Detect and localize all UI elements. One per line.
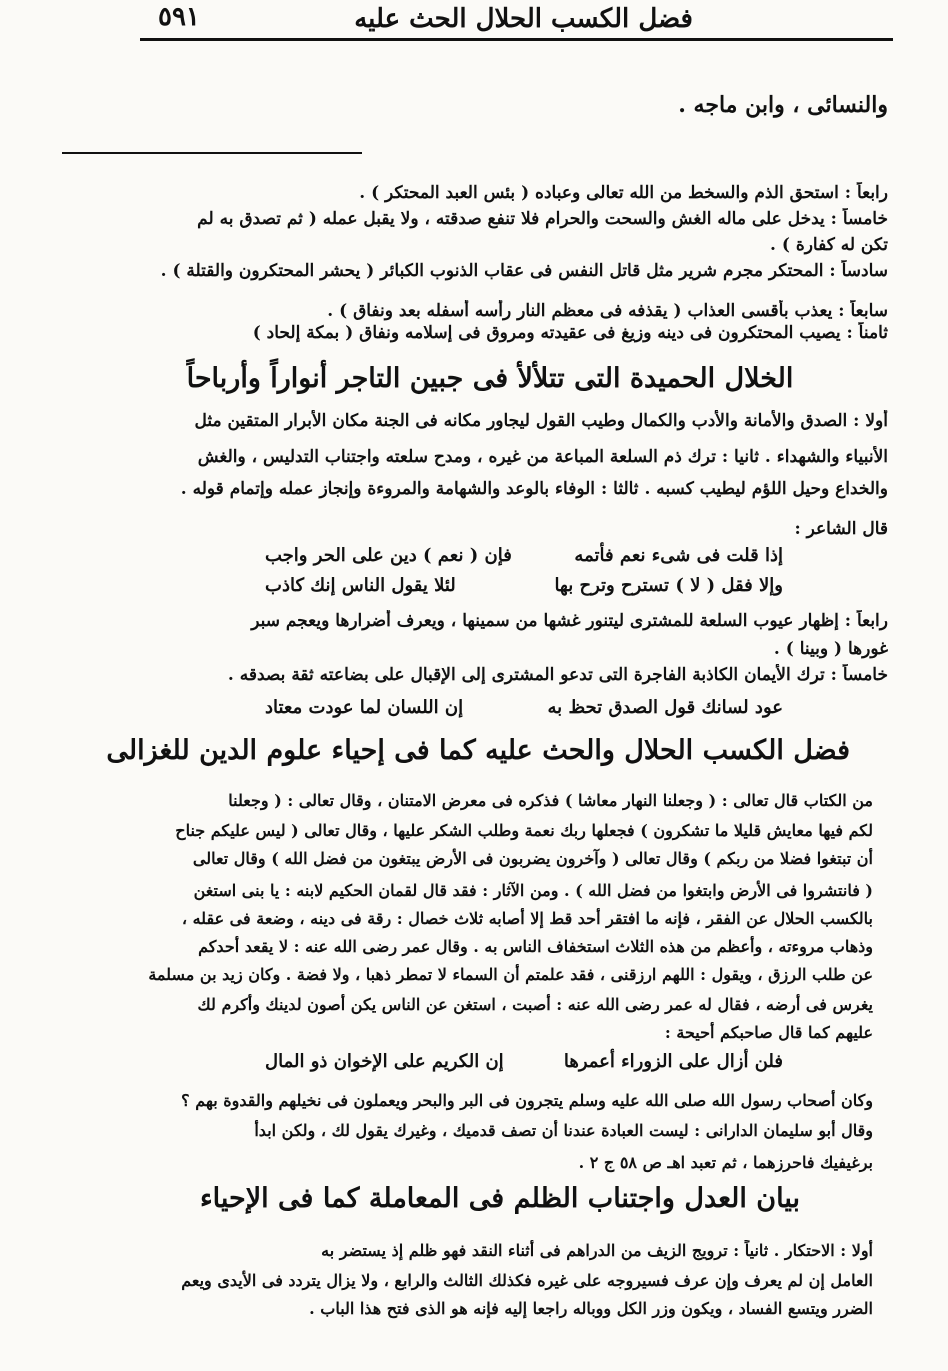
section3-line: عن طلب الرزق ، ويقول : اللهم ارزقنى ، فقد علمتم أن السماء لا تمطر ذهبا ، ولا فضة . وكان زيد بن مسلمة [148,965,873,984]
section3-line: من الكتاب قال تعالى : ( وجعلنا النهار معاشا ) فذكره فى معرض الامتنان ، وقال تعالى : ( وجعلنا [228,791,873,810]
header-rule [140,38,893,41]
section3-line: وكان أصحاب رسول الله صلى الله عليه وسلم يتجرون فى البر والبحر ويعملون فى نخيلهم والقدوة بهم ؟ [181,1091,873,1110]
section3-line: يغرس فى أرضه ، فقال له عمر رضى الله عنه : أصبت ، استغن عن الناس يكن أصون لدينك وأكرم لك [197,995,873,1014]
verse-hemistich: عود لسانك قول الصدق تحظ به [547,697,783,718]
page-number: ٥٩١ [158,2,200,32]
verse-hemistich: إذا قلت فى شىء نعم فأتمه [574,545,783,566]
section4-line: الضرر ويتسع الفساد ، ويكون وزر الكل ووباله راجعا إليه فإنه هو الذى فتح هذا الباب . [309,1299,873,1318]
section3-line: لكم فيها معايش قليلا ما تشكرون ) فجعلها ربك نعمة وطلب الشكر عليها ، وقال تعالى ( ليس عليكم جناح [175,821,873,840]
section1-line: تكن له كفارة ) . [770,235,888,255]
section1-line: خامساً : يدخل على ماله الغش والسحت والحرام فلا تنفع صدقته ، ولا يقبل عمله ( ثم تصدق به لم [197,209,888,229]
section1-line: ثامناً : يصيب المحتكرون فى دينه وزيغ فى عقيدته ومروق فى إسلامه ونفاق ( بمكة إلحاد ) [252,323,888,343]
separator-rule [62,152,362,154]
verse-hemistich: فإن ( نعم ) دين على الحر واجب [265,545,512,566]
section3-line: عليهم كما قال صاحبكم أحيحة : [664,1023,873,1042]
section2-line: والخداع وحيل اللؤم ليطيب كسبه . ثالثا : الوفاء بالوعد والشهامة والمروءة وإنجاز عمله وإتمام قوله . [180,479,888,499]
section3-line: أن تبتغوا فضلا من ربكم ) وقال تعالى ( وآخرون يضربون فى الأرض يبتغون من فضل الله ) وقال تعالى [192,849,873,868]
section2-heading: الخلال الحميدة التى تتلألأ فى جبين التاجر أنواراً وأرباحاً [186,363,794,394]
top-line: والنسائى ، وابن ماجه . [678,92,888,118]
verse-hemistich: إن اللسان لما عودت معتاد [265,697,464,718]
section1-line: سادساً : المحتكر مجرم شرير مثل قاتل النفس فى عقاب الذنوب الكبائر ( يحشر المحتكرون والقتلة ) . [160,261,888,281]
section1-line: رابعاً : استحق الذم والسخط من الله تعالى وعباده ( بئس العبد المحتكر ) . [359,183,888,203]
verse-hemistich: لئلا يقول الناس إنك كاذب [265,575,456,596]
page-header [140,2,893,36]
section3-line: ( فانتشروا فى الأرض وابتغوا من فضل الله ) . ومن الآثار : فقد قال لقمان الحكيم لابنه : يا بنى استغن [193,881,873,900]
section2-line: أولا : الصدق والأمانة والأدب والكمال وطيب القول ليجاور مكانه فى الجنة مكان الأبرار المتقين مثل [194,411,888,431]
section3-line: برغيفيك فاحرزهما ، ثم تعبد اهـ ص ٥٨ ج ٢ . [578,1153,873,1172]
verse-hemistich: فلن أزال على الزوراء أعمرها [563,1051,783,1072]
section2-line: خامساً : ترك الأيمان الكاذبة الفاجرة التى تدعو المشترى إلى الإقبال على بضاعته ثقة بصدقه . [227,665,888,685]
section2-line: قال الشاعر : [794,519,888,539]
running-title: فضل الكسب الحلال الحث عليه [354,4,693,34]
section3-line: وذهاب مروءته ، وأعظم من هذه الثلاث استخفاف الناس به . وقال عمر رضى الله عنه : لا يقعد أحدكم [198,937,873,956]
section4-line: العامل إن لم يعرف وإن عرف فسيروجه على غيره فكذلك الثالث والرابع ، ولا يزال يتردد فى الأيدى ويعم [181,1271,873,1290]
section3-line: بالكسب الحلال عن الفقر ، فإنه ما افتقر أحد قط إلا أصابه ثلاث خصال : رقة فى دينه ، وضعة فى عقله ، [181,909,873,928]
section2-line: الأنبياء والشهداء . ثانيا : ترك ذم السلعة المباعة من غيره ، ومدح سلعته واجتناب التدليس ، والغش [197,447,888,467]
section4-line: أولا : الاحتكار . ثانياً : ترويج الزيف من الدراهم فى أثناء النقد فهو ظلم إذ يستضر به [321,1241,873,1260]
section3-line: وقال أبو سليمان الدارانى : ليست العبادة عندنا أن تصف قدميك ، وغيرك يقول لك ، ولكن ابدأ [254,1121,873,1140]
section2-line: غورها ( وبينا ) . [773,639,888,659]
section3-heading: فضل الكسب الحلال والحث عليه كما فى إحياء علوم الدين للغزالى [106,735,850,766]
section2-line: رابعاً : إظهار عيوب السلعة للمشترى ليتنور غشها من سمينها ، ويعرف أضرارها ويعجم سبر [251,611,888,631]
verse-hemistich: وإلا فقل ( لا ) تسترح وترح بها [554,575,783,596]
verse-hemistich: إن الكريم على الإخوان ذو المال [265,1051,504,1072]
section1-line: سابعاً : يعذب بأقسى العذاب ( يقذفه فى معظم النار رأسه أسفله بعد ونفاق ) . [327,301,888,321]
section4-heading: بيان العدل واجتناب الظلم فى المعاملة كما فى الإحياء [199,1183,801,1214]
